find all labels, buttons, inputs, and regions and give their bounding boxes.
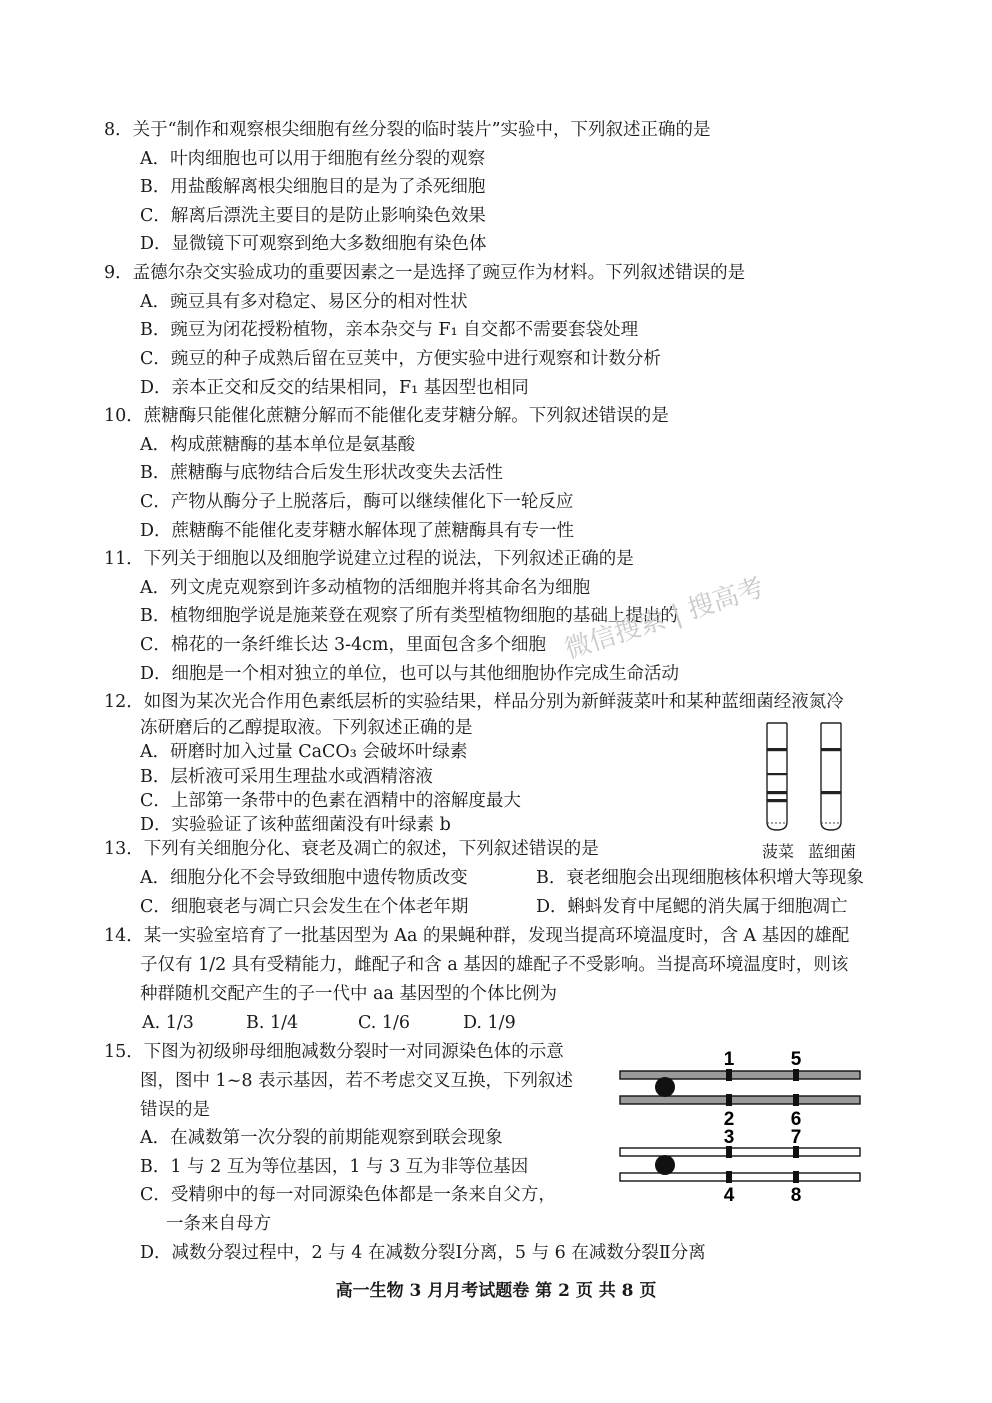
gene-label-2: 2 — [723, 1109, 735, 1130]
watermark-text: 微信搜索 | 搜高考 — [561, 572, 768, 666]
centromere-lower — [655, 1155, 675, 1175]
q8-option-b: B．用盐酸解离根尖细胞目的是为了杀死细胞 — [140, 177, 486, 197]
q9-option-c: C．豌豆的种子成熟后留在豆荚中，方便实验中进行观察和计数分析 — [140, 349, 661, 369]
q11-option-d: D．细胞是一个相对独立的单位，也可以与其他细胞协作完成生命活动 — [140, 664, 680, 684]
q14-stem-line1: 14．某一实验室培育了一批基因型为 Aa 的果蝇种群，发现当提高环境温度时，含 A 基因的雄配 — [104, 926, 850, 946]
chromosome-figure — [615, 1045, 865, 1205]
q12-option-b: B．层析液可采用生理盐水或酒精溶液 — [140, 767, 433, 787]
q13-option-d: D．蝌蚪发育中尾鳃的消失属于细胞凋亡 — [536, 897, 848, 917]
q13-option-a: A．细胞分化不会导致细胞中遗传物质改变 — [140, 868, 468, 888]
label-cyanobacteria: 蓝细菌 — [808, 842, 857, 861]
q9-stem: 9．孟德尔杂交实验成功的重要因素之一是选择了豌豆作为材料。下列叙述错误的是 — [104, 263, 746, 283]
q10-option-d: D．蔗糖酶不能催化麦芽糖水解体现了蔗糖酶具有专一性 — [140, 521, 575, 541]
q15-option-c-line1: C．受精卵中的每一对同源染色体都是一条来自父方， — [140, 1185, 556, 1205]
chromatid-3 — [620, 1148, 860, 1156]
q15-option-d: D．减数分裂过程中，2 与 4 在减数分裂Ⅰ分离，5 与 6 在减数分裂Ⅱ分离 — [140, 1243, 706, 1263]
q15-stem-line2: 图，图中 1~8 表示基因，若不考虑交叉互换，下列叙述 — [140, 1071, 574, 1091]
q9-option-a: A．豌豆具有多对稳定、易区分的相对性状 — [140, 292, 468, 312]
cyano-band-1 — [821, 748, 841, 751]
q14-option-d: D. 1/9 — [463, 1013, 516, 1033]
q13-stem: 13．下列有关细胞分化、衰老及凋亡的叙述，下列叙述错误的是 — [104, 839, 599, 859]
gene-label-3: 3 — [723, 1127, 735, 1148]
gene-label-4: 4 — [723, 1185, 735, 1205]
q8-stem: 8．关于“制作和观察根尖细胞有丝分裂的临时装片”实验中，下列叙述正确的是 — [104, 120, 711, 140]
chromatography-figure — [755, 720, 875, 835]
q14-stem-line3: 种群随机交配产生的子一代中 aa 基因型的个体比例为 — [140, 984, 557, 1004]
q12-stem-line2: 冻研磨后的乙醇提取液。下列叙述正确的是 — [140, 718, 473, 738]
q11-option-a: A．列文虎克观察到许多动植物的活细胞并将其命名为细胞 — [140, 578, 591, 598]
spinach-band-2 — [767, 773, 787, 775]
gene-label-6: 6 — [790, 1109, 802, 1130]
page-footer: 高一生物 3 月月考试题卷 第 2 页 共 8 页 — [335, 1281, 657, 1301]
chromatid-4 — [620, 1173, 860, 1181]
q15-option-a: A．在减数第一次分裂的前期能观察到联会现象 — [140, 1128, 503, 1148]
q12-option-d: D．实验验证了该种蓝细菌没有叶绿素 b — [140, 815, 451, 835]
q14-option-a: A. 1/3 — [142, 1013, 194, 1033]
q10-option-a: A．构成蔗糖酶的基本单位是氨基酸 — [140, 435, 416, 455]
q14-option-c: C. 1/6 — [358, 1013, 411, 1033]
gene-label-8: 8 — [790, 1185, 802, 1205]
chromatid-1 — [620, 1071, 860, 1079]
q10-option-b: B．蔗糖酶与底物结合后发生形状改变失去活性 — [140, 463, 503, 483]
q12-option-a: A．研磨时加入过量 CaCO₃ 会破坏叶绿素 — [140, 742, 468, 762]
q15-option-c-line2: 一条来自母方 — [166, 1214, 271, 1234]
gene-label-7: 7 — [790, 1127, 802, 1148]
q11-option-b: B．植物细胞学说是施莱登在观察了所有类型植物细胞的基础上提出的 — [140, 606, 678, 626]
cyano-band-2 — [821, 791, 841, 794]
q11-option-c: C．棉花的一条纤维长达 3-4cm，里面包含多个细胞 — [140, 635, 547, 655]
label-spinach: 菠菜 — [762, 842, 795, 861]
q10-option-c: C．产物从酶分子上脱落后，酶可以继续催化下一轮反应 — [140, 492, 574, 512]
q9-option-b: B．豌豆为闭花授粉植物，亲本杂交与 F₁ 自交都不需要套袋处理 — [140, 320, 639, 340]
q13-option-b: B．衰老细胞会出现细胞核体积增大等现象 — [536, 868, 864, 888]
q11-stem: 11．下列关于细胞以及细胞学说建立过程的说法，下列叙述正确的是 — [104, 549, 634, 569]
q12-stem-line1: 12．如图为某次光合作用色素纸层析的实验结果，样品分别为新鲜菠菜叶和某种蓝细菌经液氮冷 — [104, 692, 844, 712]
q8-option-c: C．解离后漂洗主要目的是防止影响染色效果 — [140, 206, 486, 226]
q15-option-b: B．1 与 2 互为等位基因，1 与 3 互为非等位基因 — [140, 1157, 529, 1177]
spinach-tube — [767, 723, 787, 830]
spinach-band-1 — [767, 748, 787, 751]
q14-option-b: B. 1/4 — [246, 1013, 299, 1033]
cyanobacteria-tube — [821, 723, 841, 830]
chromatid-2 — [620, 1096, 860, 1104]
q15-stem-line1: 15．下图为初级卵母细胞减数分裂时一对同源染色体的示意 — [104, 1042, 564, 1062]
q15-stem-line3: 错误的是 — [140, 1100, 210, 1120]
centromere-upper — [655, 1077, 675, 1097]
q10-stem: 10．蔗糖酶只能催化蔗糖分解而不能催化麦芽糖分解。下列叙述错误的是 — [104, 406, 669, 426]
q14-stem-line2: 子仅有 1/2 具有受精能力，雌配子和含 a 基因的雄配子不受影响。当提高环境温度时，则该 — [140, 955, 849, 975]
q13-option-c: C．细胞衰老与凋亡只会发生在个体老年期 — [140, 897, 469, 917]
gene-label-5: 5 — [790, 1049, 802, 1070]
q12-option-c: C．上部第一条带中的色素在酒精中的溶解度最大 — [140, 791, 521, 811]
spinach-band-3 — [767, 791, 787, 794]
q9-option-d: D．亲本正交和反交的结果相同，F₁ 基因型也相同 — [140, 378, 529, 398]
q8-option-d: D．显微镜下可观察到绝大多数细胞有染色体 — [140, 234, 487, 254]
gene-label-1: 1 — [723, 1049, 735, 1070]
spinach-band-4 — [767, 799, 787, 802]
q8-option-a: A．叶肉细胞也可以用于细胞有丝分裂的观察 — [140, 149, 486, 169]
